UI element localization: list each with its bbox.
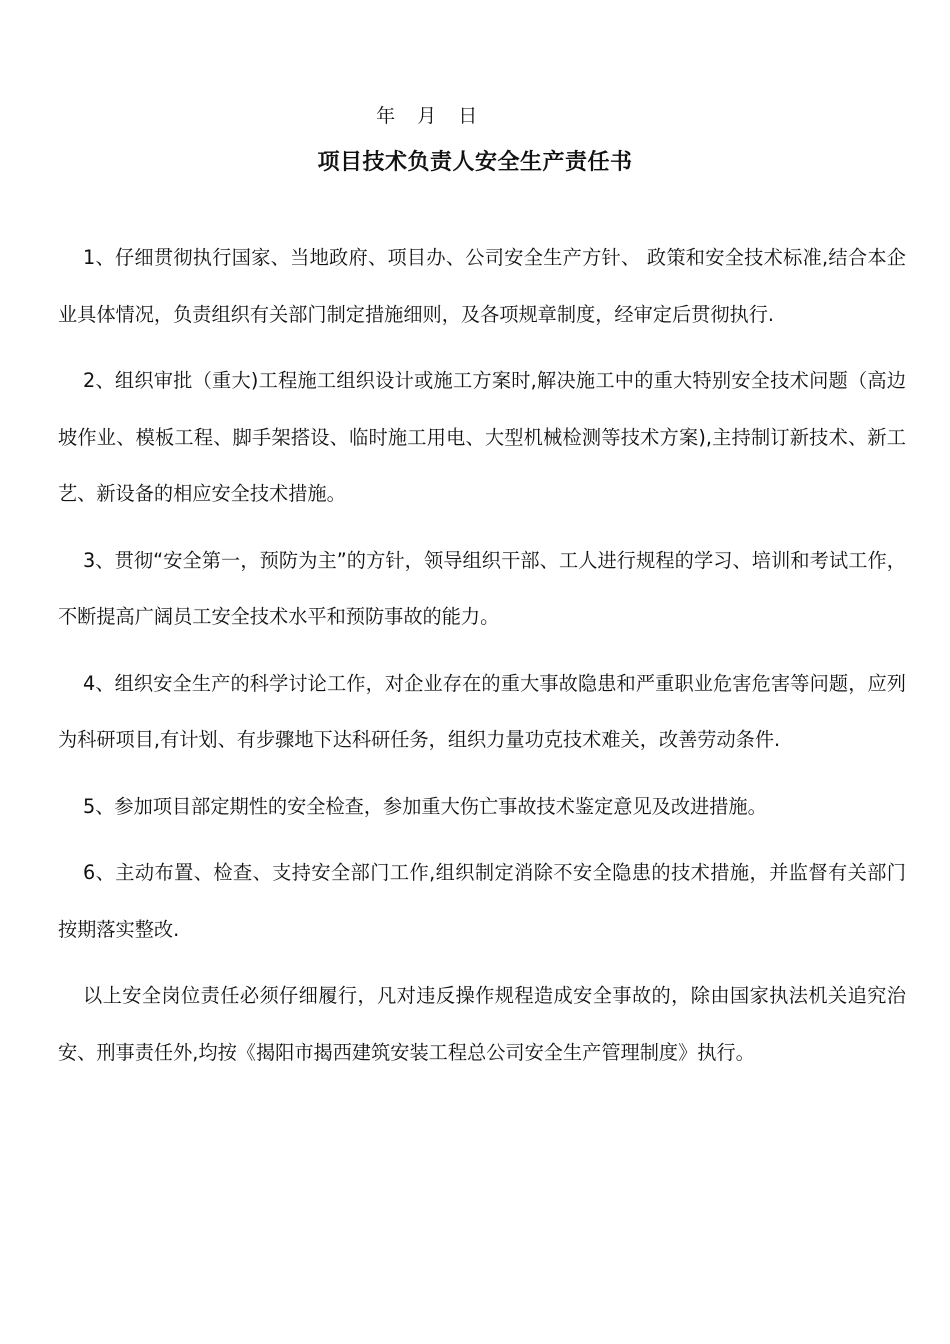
- clause-1: 1、仔细贯彻执行国家、当地政府、项目办、公司安全生产方针、 政策和安全技术标准,结合本企业具体情况，负责组织有关部门制定措施细则，及各项规章制度，经审定后贯彻执行.: [58, 246, 906, 326]
- date-day: 日: [458, 105, 478, 127]
- clause-2: 2、组织审批（重大)工程施工组织设计或施工方案时,解决施工中的重大特别安全技术问题（高边坡作业、模板工程、脚手架搭设、临时施工用电、大型机械检测等技术方案),主持制订新技术、新工艺、新设备的相应安全技术措施。: [58, 369, 906, 505]
- document-body: [58, 230, 906, 1091]
- date-year: 年: [376, 105, 396, 127]
- document-title: 项目技术负责人安全生产责任书: [317, 150, 633, 175]
- clause-3: 3、贯彻“安全第一，预防为主”的方针，领导组织干部、工人进行规程的学习、培训和考试工作，不断提高广阔员工安全技术水平和预防事故的能力。: [58, 548, 906, 628]
- clause-5: 5、参加项目部定期性的安全检查，参加重大伤亡事故技术鉴定意见及改进措施。: [83, 794, 767, 818]
- clause-4: 4、组织安全生产的科学讨论工作，对企业存在的重大事故隐患和严重职业危害危害等问题，应列为科研项目,有计划、有步骤地下达科研任务，组织力量功克技术难关，改善劳动条件.: [58, 671, 906, 751]
- date-line: [352, 74, 477, 158]
- closing-statement: 以上安全岗位责任必须仔细履行，凡对违反操作规程造成安全事故的，除由国家执法机关追究治安、刑事责任外,均按《揭阳市揭西建筑安装工程总公司安全生产管理制度》执行。: [58, 984, 906, 1064]
- clause-6: 6、主动布置、检查、支持安全部门工作,组织制定消除不安全隐患的技术措施，并监督有关部门按期落实整改.: [58, 861, 906, 941]
- date-month: 月: [417, 105, 437, 127]
